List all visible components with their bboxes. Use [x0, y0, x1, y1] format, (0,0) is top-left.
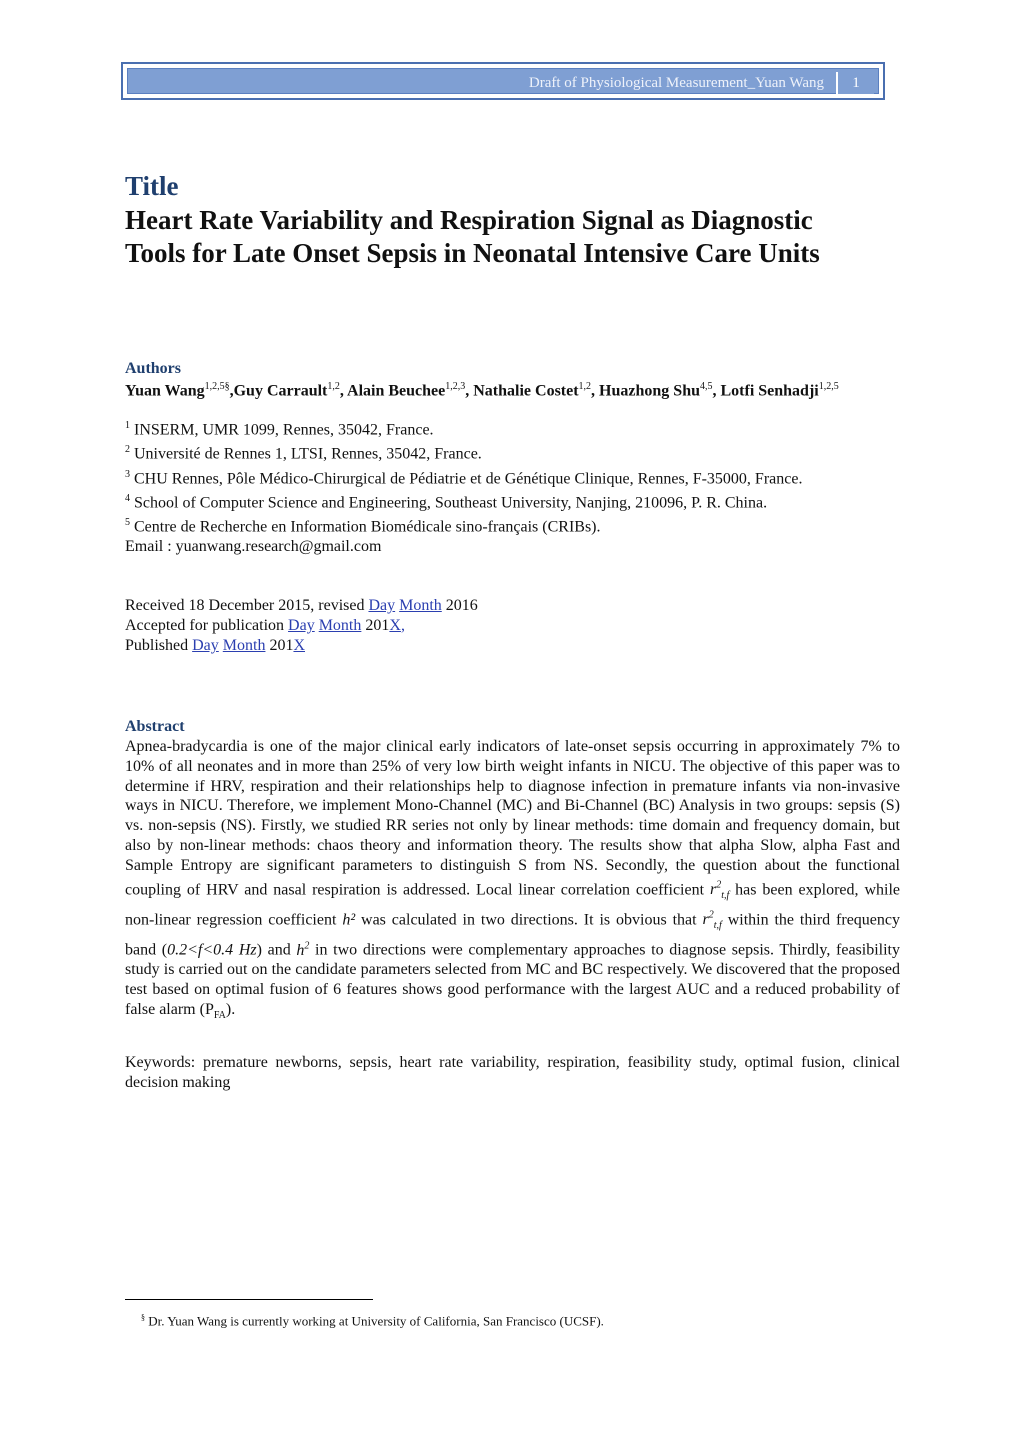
math-h2: h² [342, 911, 356, 929]
title-label: Title [125, 171, 179, 201]
math-r [709, 879, 730, 902]
keywords: Keywords: premature newborns, sepsis, heart rate variability, respiration, feasibility study, optimal fusion, clinical decision making [125, 1054, 900, 1091]
affiliation-number: 1 [125, 420, 130, 431]
abstract-text: Apnea-bradycardia is one of the major clinical early indicators of late-onset sepsis occurring in approximately 7% to 10% of all neonates and in more than 25% of very low birth weight infants in NICU. The objective of this paper was to determine if HRV, respiration and their relationships help to diagnose infection in premature infants via non-invasive ways in NICU. Therefore, we implement Mono-Channel (MC) and Bi-Channel (BC) Analysis in two groups: sepsis (S) vs. non-sepsis (NS). Firstly, we studied RR series not only by linear methods: time domain and frequency domain, but also by non-linear methods: chaos theory and information theory. The results show that alpha Slow, alpha Fast and Sample Entropy are significant parameters to distinguish S from NS. Secondly, the question about the functional coupling of HRV and nasal respiration is addressed. Local linear correlation coefficient [125, 738, 900, 898]
abstract-text: was calculated in two directions. It is obvious that [355, 911, 703, 929]
abstract-text: in two directions were complementary approaches to diagnose sepsis. Thirdly, feasibility study is carried out on the candidate parameters selected from MC and BC respectively. We discovered that the proposed test based on optimal fusion of 6 features shows good performance with the largest AUC and a reduced probability of false alarm (P [125, 941, 901, 1018]
affiliation-number: 3 [125, 468, 130, 480]
authors-list [125, 376, 925, 402]
running-title: Draft of Physiological Measurement_Yuan Wang [528, 75, 824, 91]
author-affil-sup: 1,2,5§ [204, 381, 230, 392]
abstract-text: has been explored, while non-linear regression coefficient [125, 880, 900, 929]
author-separator: , [229, 382, 234, 400]
publication-dates [125, 596, 478, 656]
abstract-text: ) and [256, 941, 297, 959]
author-name: Guy Carrault [233, 382, 328, 400]
published-text: Published [125, 637, 193, 654]
affiliation-text: INSERM, UMR 1099, Rennes, 35042, France. [134, 421, 434, 439]
math-r-sup: 2 [708, 909, 714, 921]
author-separator: , [591, 382, 600, 400]
paper-title [125, 204, 915, 270]
affiliations [125, 416, 802, 538]
month-link[interactable]: Month [222, 637, 266, 654]
math-r-sub: t,f [713, 920, 722, 932]
accepted-text: Accepted for publication [125, 617, 289, 634]
footnote [141, 1309, 604, 1330]
author-name: Lotfi Senhadji [720, 382, 819, 400]
math-h-base: h [296, 941, 305, 959]
abstract-text: within the third frequency band ( [125, 911, 901, 959]
pfa-subscript: FA [213, 1010, 226, 1022]
year-prefix: 201 [269, 637, 294, 654]
author-name: Alain Beuchee [347, 382, 446, 400]
month-link[interactable]: Month [318, 617, 362, 634]
affiliation-item [125, 465, 802, 489]
author-name: Yuan Wang [125, 382, 205, 400]
math-r-base: r [702, 911, 709, 929]
math-r-sub: t,f [721, 890, 730, 902]
abstract-label: Abstract [125, 718, 185, 735]
published-line [125, 636, 478, 656]
footnote-rule [125, 1299, 373, 1300]
math-h-sup: 2 [304, 940, 310, 952]
affiliation-text: School of Computer Science and Engineering, Southeast University, Nanjing, 210096, P. R. China. [134, 494, 768, 512]
month-link[interactable]: Month [399, 597, 442, 614]
year-link[interactable]: X [293, 637, 306, 654]
page-number: 1 [836, 72, 874, 94]
affiliation-text: Université de Rennes 1, LTSI, Rennes, 35042, France. [134, 445, 482, 463]
author-affil-sup: 1,2 [327, 381, 340, 392]
year-prefix: 201 [365, 617, 390, 634]
received-text: Received 18 December 2015, revised [125, 597, 369, 614]
abstract-text: ). [225, 1000, 236, 1018]
author-name: Nathalie Costet [473, 382, 579, 400]
abstract-body [125, 737, 900, 1026]
affiliation-item [125, 513, 802, 537]
day-link[interactable]: Day [288, 617, 315, 634]
author-separator: , [465, 382, 474, 400]
paper-title-line2: Tools for Late Onset Sepsis in Neonatal Intensive Care Units [125, 238, 820, 268]
author-separator: , [712, 382, 721, 400]
math-r [702, 909, 722, 932]
footnote-text: Dr. Yuan Wang is currently working at University of California, San Francisco (UCSF). [145, 1313, 604, 1329]
affiliation-item [125, 440, 802, 464]
author-affil-sup: 4,5 [699, 381, 713, 392]
affiliation-item [125, 489, 802, 513]
math-h [296, 942, 309, 959]
email-address: yuanwang.research@gmail.com [175, 538, 382, 555]
footnote-mark: § [141, 1313, 145, 1322]
authors-label: Authors [125, 360, 182, 377]
received-line [125, 596, 478, 616]
affiliation-number: 5 [125, 517, 130, 529]
author-affil-sup: 1,2 [578, 381, 592, 392]
comma-link[interactable]: , [400, 617, 405, 634]
day-link[interactable]: Day [192, 637, 219, 654]
author-affil-sup: 1,2,3 [445, 381, 466, 392]
accepted-line [125, 616, 478, 636]
running-header [121, 62, 885, 100]
frequency-band: 0.2<f<0.4 Hz [167, 941, 257, 959]
year-link[interactable]: X [389, 617, 401, 634]
day-link[interactable]: Day [368, 597, 396, 614]
paper-title-line1: Heart Rate Variability and Respiration Signal as Diagnostic [125, 205, 813, 235]
affiliation-item [125, 416, 802, 440]
affiliation-text: Centre de Recherche en Information Biomédicale sino-français (CRIBs). [134, 518, 601, 536]
affiliation-text: CHU Rennes, Pôle Médico-Chirurgical de Pédiatrie et de Génétique Clinique, Rennes, F-35000, France. [134, 469, 803, 487]
email-label: Email : [125, 538, 176, 555]
affiliation-number: 4 [125, 492, 130, 504]
author-separator: , [339, 382, 348, 400]
math-r-sup: 2 [716, 879, 722, 891]
math-r-base: r [709, 880, 717, 898]
revised-year: 2016 [445, 597, 478, 614]
affiliation-number: 2 [125, 444, 130, 456]
running-header-bar [127, 68, 879, 94]
author-name: Huazhong Shu [599, 382, 700, 400]
author-affil-sup: 1,2,5 [818, 381, 839, 392]
email-line [125, 537, 381, 557]
